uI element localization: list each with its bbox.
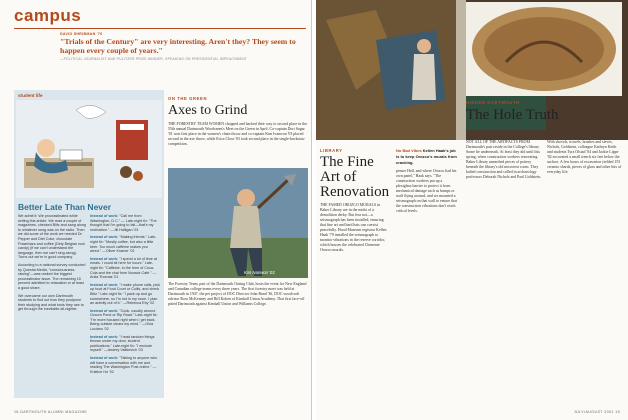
library-article	[320, 148, 390, 253]
student-quote: Instead of work: "I read random things thrown under my door, student publications." Late-night fix: "I exclude myself." —Andrey Vaitkevich '03	[90, 334, 155, 353]
section-heading: campus	[14, 6, 82, 25]
hidden-dartmouth-header	[466, 100, 622, 124]
photo-caption-column	[396, 148, 458, 214]
axe-thrower-photo	[168, 168, 308, 278]
pull-quote	[60, 32, 300, 64]
student-life-box	[14, 90, 164, 398]
axes-title: Axes to Grind	[168, 103, 248, 118]
student-life-body	[18, 214, 86, 315]
heading-rule	[14, 28, 306, 29]
page-folio-left: 18 DARTMOUTH ALUMNI MAGAZINE	[14, 410, 88, 414]
photo-caption: Kim Ivanwon '03	[244, 270, 275, 275]
student-quote: Instead of work: "Talking to anyone who will have a conversation with me and reading The Washington Post online." —Kristine Ho '02	[90, 356, 158, 374]
axes-kicker: ON THE GREEN	[168, 96, 208, 101]
paragraph: According to a national survey conducted by Questia Media, "consciousness-raising"—was ranked the biggest procrastinator issue. The remaining 15 percent admitted to relaxation or at least a good share.	[18, 262, 86, 290]
library-title: The Fine Art of Renovation	[320, 154, 390, 200]
quote-credit: —POLITICAL JOURNALIST AND PULITZER PRIZE WINNER, SPEAKING ON PRESIDENTIAL IMPEACHMENT	[60, 57, 247, 61]
student-life-title: Better Late Than Never	[18, 202, 112, 212]
paragraph: We admit it: We procrastinated while writing this article. We read a couple of magazines, checked Blitz and sang along to whatever song was on the radio. Then we did some of the work we needed Dr. Pepper and Diet Coke, chocolate Powerbars and coffee (Dirty Belgian rock candy) (if we can't understand the language, then we can't sing along). Turns out we're in good company.	[18, 214, 86, 260]
axes-article-header	[168, 96, 308, 147]
library-kicker: LIBRARY	[320, 148, 343, 153]
illustration-sleeping-student	[16, 100, 162, 198]
page-folio-right: JULY/AUGUST 2001 19	[573, 410, 620, 414]
student-life-label: student life	[18, 93, 43, 98]
axes-body: The Forestry Team, part of the Dartmouth Outing Club, hosts the event for New England and Canadian college teams every three years. The first forestry meet was held at Dartmouth in 1947, the pet project of DOC Director John Rand '36, DOC woodcraft advisor Ross McKenney and Bill Kohen of Kimball Union Academy. That first face-off pitted Dartmouth against Kimball Union and Williams College.	[168, 282, 307, 306]
hidden-title: The Hole Truth	[466, 107, 559, 123]
paragraph: We overcame our own Dartmouth students to find out how they postpone their studying and what tools they use to get through the inevitable all-nighter.	[18, 293, 84, 312]
caption-heading: No Bad Vibes	[396, 148, 422, 153]
hidden-dartmouth-photo	[466, 2, 622, 96]
library-body: THE FAMED OROZCO MURALS in Baker Library are in the midst of a demolition derby. But fear not—a seismograph has been installed, ensuring that fine art and hard hats can coexist peacefully. Hood Museum registrar Kellen Haak '79 installed the seismograph to monitor vibrations in the reserve corridor, which houses the celebrated Clemente Orozco murals.	[320, 203, 387, 252]
library-continued: penser Hall, and where Orozco had his own panel," Haak says. "The construction workers put up a plexiglass barrier to protect it from mechanical damage such as bumps or stuff flying around, and we mounted a seismograph on that wall to ensure that the construction vibrations don't reach critical levels.	[396, 169, 457, 213]
student-quote: Instead of work: "I make phone calls, pick up food at Food Court or Collis, and check Blitz." Late-night fix: "I pack up and go somewhere, so I'm not in my room. I plan an activity out of it." —Rebecca Eby '02	[90, 282, 160, 306]
student-quote: Instead of work: "Call me from Washington, D.C." — Late-night fix: "The thought that I'm going to fail—that's my motivation." —Jill Halligan '03	[90, 214, 157, 232]
student-quote: Instead of work: "Cook, usually around Occom Pond or Rip Road." Late-night fix: "I'm more focused right when I get back. Being outside clears my mind." —Gina Luciano '02	[90, 308, 158, 332]
student-quote: Instead of work: "Making friends." Late-night fix: "Mostly coffee, but also a little beer. Too much caffeine makes you wired." —Oliver Kramer '02	[90, 235, 157, 254]
hidden-kicker: HIDDEN DARTMOUTH	[466, 100, 520, 105]
quote-kicker: DAVID SHRIBMAN '76	[60, 32, 103, 36]
caption-text: Kellen Haak's job is to keep Orozco's murals from cracking.	[396, 148, 457, 165]
section-tab	[2, 24, 11, 84]
student-quote: Instead of work: "I spend a lot of time at meals. I could sit here for hours." Late-night fix: "Caffeine, in the form of Coca-Cola and the chai from Novack Café." —Anila Thomas '01	[90, 256, 157, 280]
quote-text: "Trials of the Century" are very interesting. Aren't they? They seem to happen every couple of years."	[60, 37, 296, 55]
student-quotes	[90, 214, 160, 377]
left-page	[0, 0, 312, 420]
axes-deck: THE FORESTRY TEAM WOMEN chopped and hacked their way to second place in the 55th annual Dartmouth Woodsmen's Meet on the Green in April. Co-captain Dori Sugar '01 won first place in the women's chain throw and co-captain Kim Ivanwon '03 placed second in the axe throw, while Erica Close '03 took second place in the single-buckstaw competition.	[168, 122, 307, 146]
hidden-body: NOT ALL OF THE ARTIFACTS FROM Dartmouth's past reside in the College's library. Some lie underneath. At least they did until this spring, when construction workers renovating Baker Library unearthed pieces of pottery beneath the library's old microtext room. They halted construction and called in archaeology professors Deborah Nichols and Paul Goldstein. With shovels, trowels, brushes and sieves, Nichols, Goldstein, colleague Kathryn Keith and students Tyra Olstad '04 and Jackie Lippe '02 excavated a small trench six feet below the surface. A few hours of excavation yielded 153 ceramic shards, pieces of glass and other bits of everyday life.	[466, 140, 622, 179]
